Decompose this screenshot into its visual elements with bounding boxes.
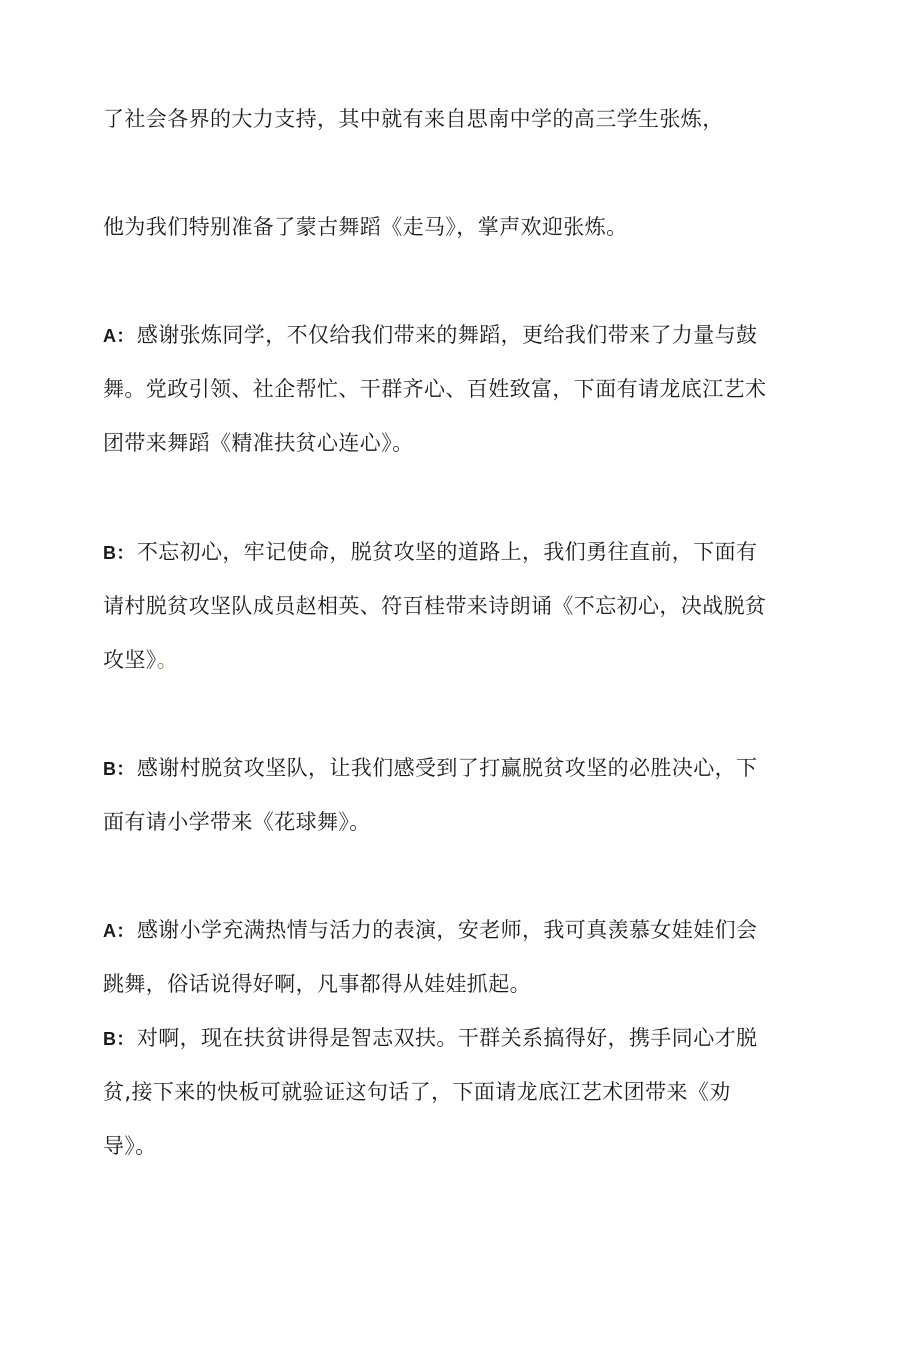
text-line <box>103 969 823 999</box>
line-text: 对啊，现在扶贫讲得是智志双扶。干群关系搞得好，携手同心才脱 <box>136 1026 758 1050</box>
speaker-label: A： <box>103 326 135 346</box>
line-text: 感谢村脱贫攻坚队，让我们感受到了打赢脱贫攻坚的必胜决心，下 <box>136 756 758 780</box>
line-text-tail: 。 <box>156 648 179 672</box>
speaker-label: B： <box>103 543 135 563</box>
speaker-label: A： <box>103 921 135 941</box>
line-text: 感谢张炼同学，不仅给我们带来的舞蹈，更给我们带来了力量与鼓 <box>136 323 758 347</box>
text-line <box>103 645 823 675</box>
line-text: 团带来舞蹈《精准扶贫心连心》。 <box>103 431 414 455</box>
text-line <box>103 537 823 568</box>
text-line <box>103 591 823 621</box>
line-text: 感谢小学充满热情与活力的表演，安老师，我可真羡慕女娃娃们会 <box>136 918 758 942</box>
text-line <box>103 104 823 134</box>
line-text: 舞。党政引领、社企帮忙、干群齐心、百姓致富，下面有请龙底江艺术 <box>103 377 767 401</box>
text-line <box>103 1131 823 1161</box>
speaker-label: B： <box>103 1029 135 1049</box>
text-line <box>103 1023 823 1054</box>
speaker-label: B： <box>103 759 135 779</box>
line-text: 攻坚》 <box>103 648 157 672</box>
text-line <box>103 807 823 837</box>
line-text: 不忘初心，牢记使命，脱贫攻坚的道路上，我们勇往直前，下面有 <box>136 540 758 564</box>
text-line <box>103 212 823 242</box>
line-text: 他为我们特别准备了蒙古舞蹈《走马》，掌声欢迎张炼。 <box>103 215 628 239</box>
line-text: 了社会各界的大力支持，其中就有来自思南中学的高三学生张炼， <box>103 107 724 131</box>
text-line <box>103 428 823 458</box>
text-line <box>103 1077 823 1107</box>
line-text: 导》。 <box>103 1134 157 1158</box>
line-text: 面有请小学带来《花球舞》。 <box>103 810 371 834</box>
text-line <box>103 320 823 351</box>
line-text: 请村脱贫攻坚队成员赵相英、符百桂带来诗朗诵《不忘初心，决战脱贫 <box>103 594 767 618</box>
text-line <box>103 374 823 404</box>
line-text: 贫,接下来的快板可就验证这句话了，下面请龙底江艺术团带来《劝 <box>103 1080 731 1104</box>
text-line <box>103 915 823 946</box>
line-text: 跳舞，俗话说得好啊，凡事都得从娃娃抓起。 <box>103 972 531 996</box>
text-line <box>103 753 823 784</box>
